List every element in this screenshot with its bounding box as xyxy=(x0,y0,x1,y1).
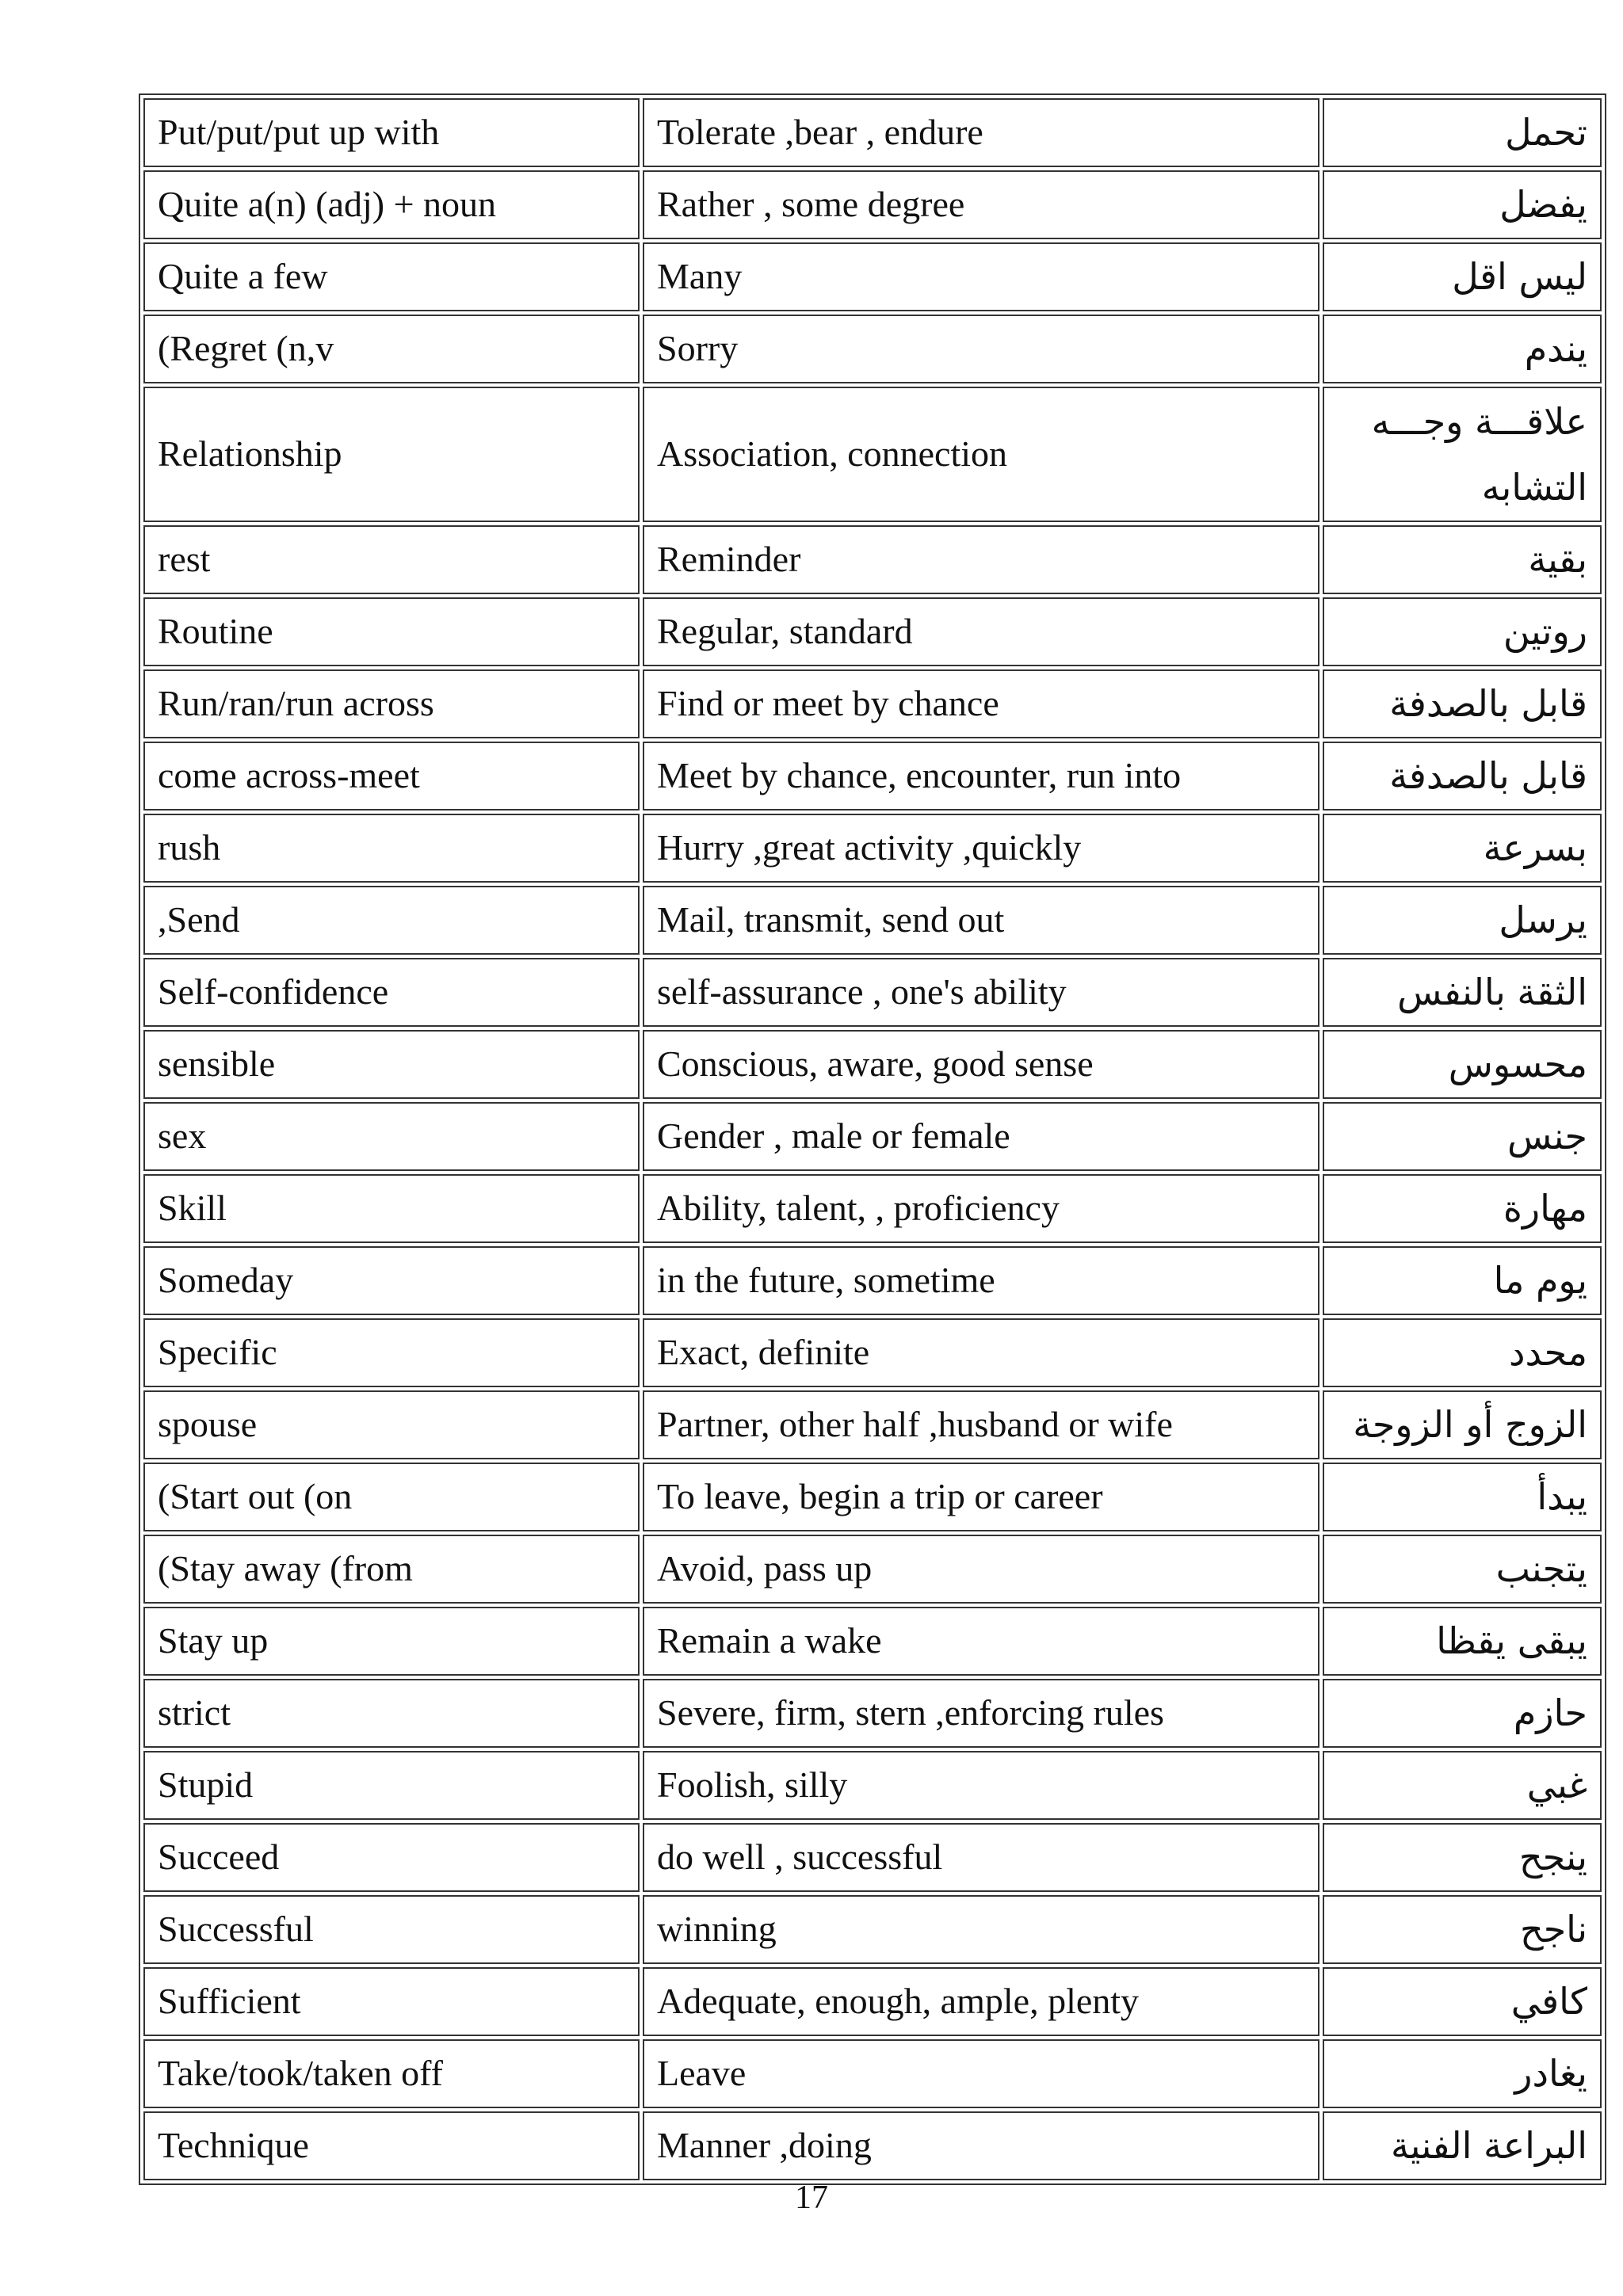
term-cell: Succeed xyxy=(143,1823,640,1892)
arabic-translation-cell: يبقى يقظا xyxy=(1323,1607,1602,1676)
term-cell: rest xyxy=(143,525,640,594)
arabic-translation-cell: محدد xyxy=(1323,1318,1602,1387)
arabic-translation-cell: يندم xyxy=(1323,315,1602,383)
term-cell: Technique xyxy=(143,2111,640,2180)
term-cell: Stupid xyxy=(143,1751,640,1820)
arabic-translation-cell: علاقـــة وجـــه التشابه xyxy=(1323,387,1602,522)
page-number: 17 xyxy=(795,2180,828,2216)
term-cell: Relationship xyxy=(143,387,640,522)
table-row xyxy=(143,1318,1602,1387)
term-cell: Take/took/taken off xyxy=(143,2039,640,2108)
vocabulary-table-body xyxy=(143,98,1602,2180)
synonyms-cell: Rather , some degree xyxy=(643,170,1319,239)
term-cell: Quite a(n) (adj) + noun xyxy=(143,170,640,239)
table-row xyxy=(143,315,1602,383)
term-cell: Sufficient xyxy=(143,1967,640,2036)
table-row xyxy=(143,1607,1602,1676)
arabic-translation-cell: تحمل xyxy=(1323,98,1602,167)
arabic-translation-cell: يغادر xyxy=(1323,2039,1602,2108)
synonyms-cell: Severe, firm, stern ,enforcing rules xyxy=(643,1679,1319,1748)
arabic-translation-cell: البراعة الفنية xyxy=(1323,2111,1602,2180)
synonyms-cell: Adequate, enough, ample, plenty xyxy=(643,1967,1319,2036)
table-row xyxy=(143,1102,1602,1171)
table-row xyxy=(143,1030,1602,1099)
synonyms-cell: Find or meet by chance xyxy=(643,669,1319,738)
synonyms-cell: Hurry ,great activity ,quickly xyxy=(643,814,1319,883)
synonyms-cell: Leave xyxy=(643,2039,1319,2108)
term-cell: sensible xyxy=(143,1030,640,1099)
arabic-translation-cell: الزوج أو الزوجة xyxy=(1323,1390,1602,1459)
table-row xyxy=(143,2111,1602,2180)
table-row xyxy=(143,1823,1602,1892)
term-cell: (Regret (n,v xyxy=(143,315,640,383)
synonyms-cell: Many xyxy=(643,242,1319,311)
synonyms-cell: Tolerate ,bear , endure xyxy=(643,98,1319,167)
arabic-translation-cell: يتجنب xyxy=(1323,1535,1602,1604)
term-cell: Run/ran/run across xyxy=(143,669,640,738)
term-cell: Routine xyxy=(143,597,640,666)
table-row xyxy=(143,525,1602,594)
table-row xyxy=(143,1679,1602,1748)
synonyms-cell: Partner, other half ,husband or wife xyxy=(643,1390,1319,1459)
term-cell: strict xyxy=(143,1679,640,1748)
arabic-translation-cell: مهارة xyxy=(1323,1174,1602,1243)
arabic-translation-cell: غبي xyxy=(1323,1751,1602,1820)
synonyms-cell: winning xyxy=(643,1895,1319,1964)
table-row xyxy=(143,98,1602,167)
synonyms-cell: Sorry xyxy=(643,315,1319,383)
term-cell: Put/put/put up with xyxy=(143,98,640,167)
table-row xyxy=(143,2039,1602,2108)
table-row xyxy=(143,597,1602,666)
synonyms-cell: do well , successful xyxy=(643,1823,1319,1892)
table-row xyxy=(143,170,1602,239)
vocabulary-table xyxy=(139,93,1606,2185)
term-cell: Specific xyxy=(143,1318,640,1387)
arabic-translation-cell: ينجح xyxy=(1323,1823,1602,1892)
table-row xyxy=(143,1246,1602,1315)
table-row xyxy=(143,1174,1602,1243)
arabic-translation-cell: بسرعة xyxy=(1323,814,1602,883)
synonyms-cell: Regular, standard xyxy=(643,597,1319,666)
table-row xyxy=(143,1751,1602,1820)
arabic-translation-cell: ناجح xyxy=(1323,1895,1602,1964)
table-row xyxy=(143,1895,1602,1964)
synonyms-cell: Exact, definite xyxy=(643,1318,1319,1387)
arabic-translation-cell: ليس اقل xyxy=(1323,242,1602,311)
synonyms-cell: Ability, talent, , proficiency xyxy=(643,1174,1319,1243)
synonyms-cell: Meet by chance, encounter, run into xyxy=(643,742,1319,810)
arabic-translation-cell: حازم xyxy=(1323,1679,1602,1748)
synonyms-cell: Conscious, aware, good sense xyxy=(643,1030,1319,1099)
arabic-translation-cell: يوم ما xyxy=(1323,1246,1602,1315)
arabic-translation-cell: يفضل xyxy=(1323,170,1602,239)
table-row xyxy=(143,1463,1602,1531)
term-cell: Quite a few xyxy=(143,242,640,311)
arabic-translation-cell: الثقة بالنفس xyxy=(1323,958,1602,1027)
arabic-translation-cell: جنس xyxy=(1323,1102,1602,1171)
term-cell: Successful xyxy=(143,1895,640,1964)
term-cell: Skill xyxy=(143,1174,640,1243)
arabic-translation-cell: بقية xyxy=(1323,525,1602,594)
term-cell: spouse xyxy=(143,1390,640,1459)
table-row xyxy=(143,814,1602,883)
synonyms-cell: Mail, transmit, send out xyxy=(643,886,1319,955)
arabic-translation-cell: كافي xyxy=(1323,1967,1602,2036)
table-row xyxy=(143,886,1602,955)
term-cell: rush xyxy=(143,814,640,883)
table-row xyxy=(143,669,1602,738)
table-row xyxy=(143,242,1602,311)
term-cell: Someday xyxy=(143,1246,640,1315)
arabic-translation-cell: يرسل xyxy=(1323,886,1602,955)
table-row xyxy=(143,742,1602,810)
synonyms-cell: in the future, sometime xyxy=(643,1246,1319,1315)
arabic-translation-cell: يبدأ xyxy=(1323,1463,1602,1531)
term-cell: (Stay away (from xyxy=(143,1535,640,1604)
synonyms-cell: Manner ,doing xyxy=(643,2111,1319,2180)
term-cell: ,Send xyxy=(143,886,640,955)
table-row xyxy=(143,1535,1602,1604)
synonyms-cell: self-assurance , one's ability xyxy=(643,958,1319,1027)
synonyms-cell: Association, connection xyxy=(643,387,1319,522)
synonyms-cell: Foolish, silly xyxy=(643,1751,1319,1820)
table-row xyxy=(143,1390,1602,1459)
term-cell: come across-meet xyxy=(143,742,640,810)
synonyms-cell: Reminder xyxy=(643,525,1319,594)
arabic-translation-cell: قابل بالصدفة xyxy=(1323,669,1602,738)
synonyms-cell: Remain a wake xyxy=(643,1607,1319,1676)
arabic-translation-cell: روتين xyxy=(1323,597,1602,666)
term-cell: sex xyxy=(143,1102,640,1171)
arabic-translation-cell: محسوس xyxy=(1323,1030,1602,1099)
synonyms-cell: To leave, begin a trip or career xyxy=(643,1463,1319,1531)
table-row xyxy=(143,958,1602,1027)
synonyms-cell: Avoid, pass up xyxy=(643,1535,1319,1604)
term-cell: Self-confidence xyxy=(143,958,640,1027)
table-row xyxy=(143,1967,1602,2036)
table-row xyxy=(143,387,1602,522)
arabic-translation-cell: قابل بالصدفة xyxy=(1323,742,1602,810)
term-cell: Stay up xyxy=(143,1607,640,1676)
synonyms-cell: Gender , male or female xyxy=(643,1102,1319,1171)
term-cell: (Start out (on xyxy=(143,1463,640,1531)
